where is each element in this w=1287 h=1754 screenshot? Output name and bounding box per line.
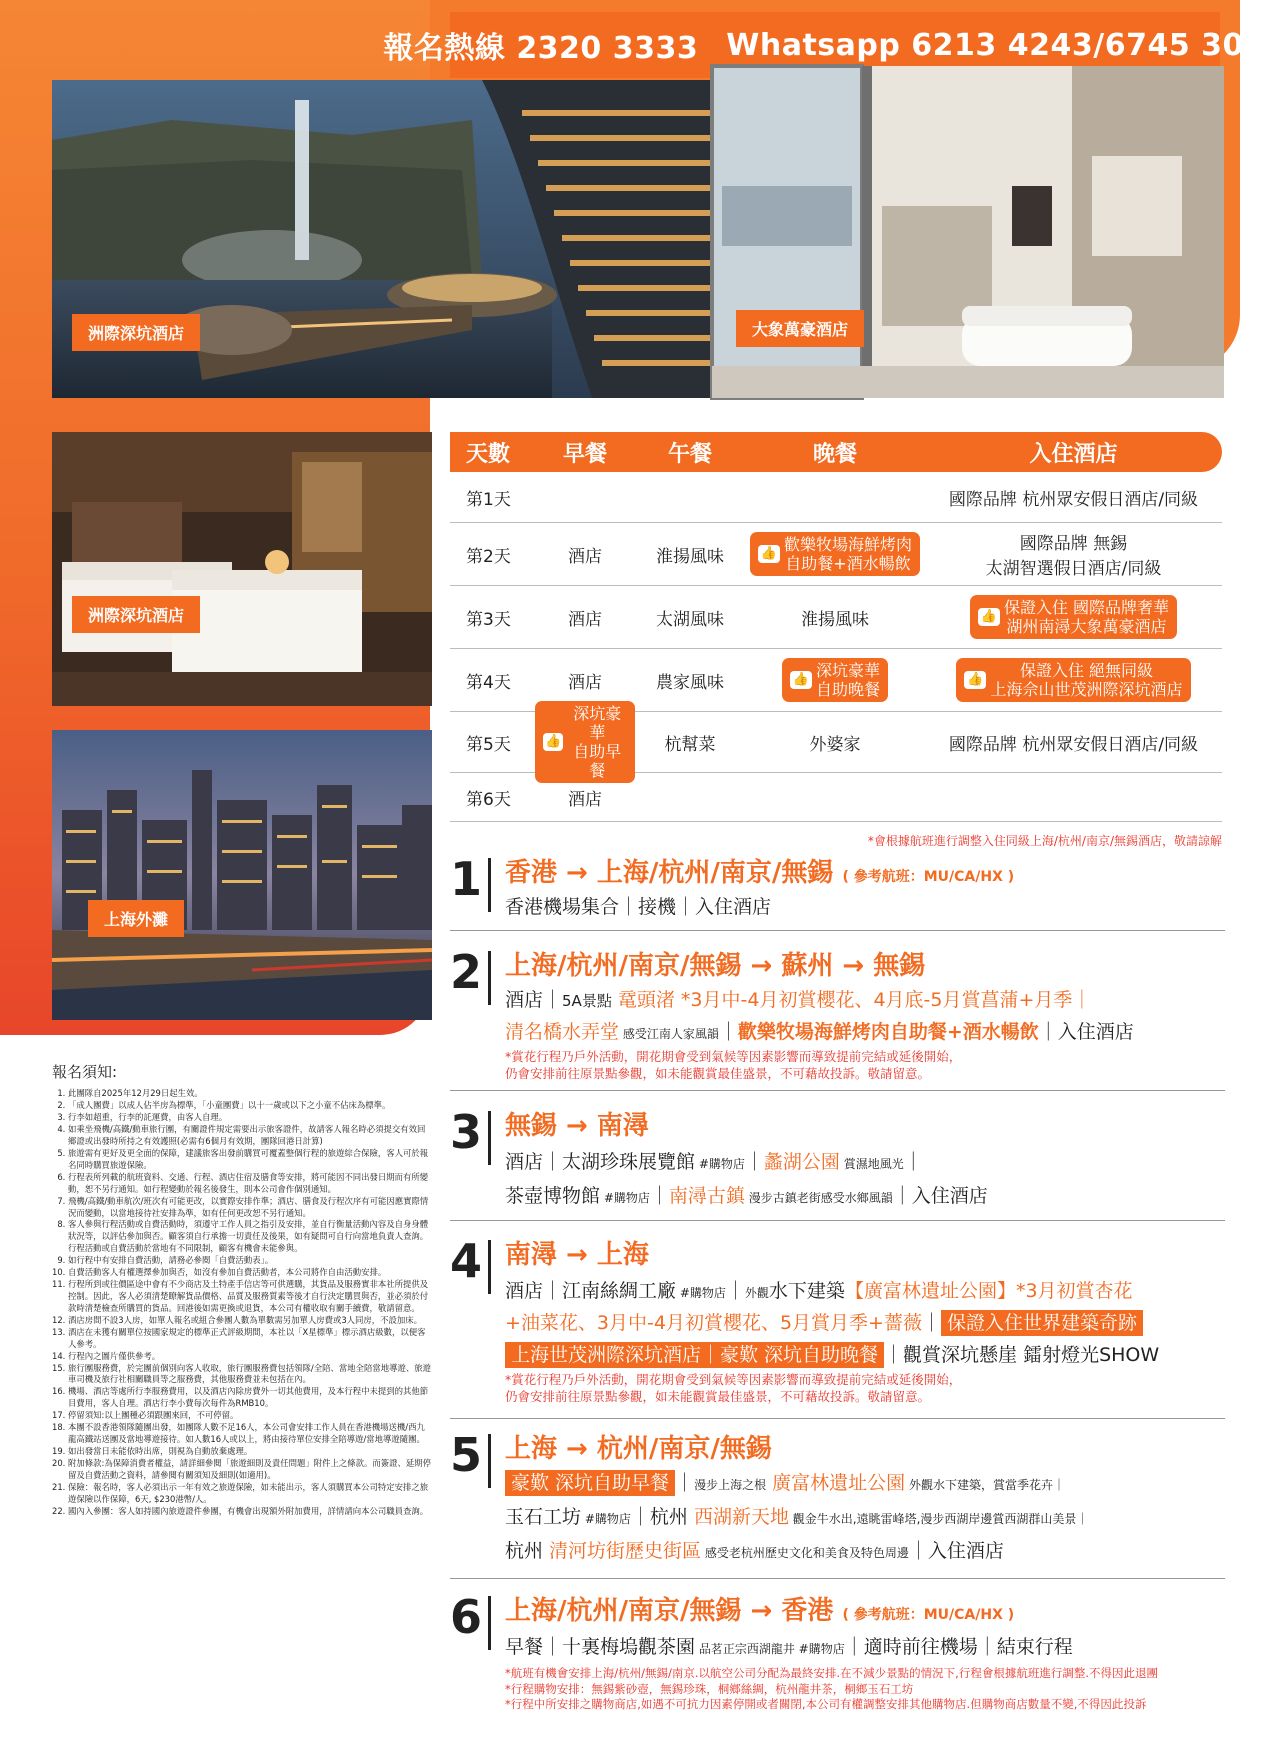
tag-line: 自助餐+酒水暢飲 — [785, 554, 911, 573]
day-divider — [488, 1434, 491, 1488]
cell-day: 第6天 — [466, 789, 511, 810]
text: ｜ — [903, 1151, 923, 1173]
list-item: 3. 行李如超重，行李的託運費，由客人自理。 — [68, 1112, 432, 1124]
note-line: *行程購物安排：無錫紫砂壺，無錫珍珠，桐鄉絲綢，杭州龍井茶，桐鄉玉石工坊 — [505, 1681, 914, 1696]
registration-notes — [52, 1062, 432, 1517]
list-item: 5. 旅遊需有更好及更全面的保障，建議旅客出發前購買可覆蓋整個行程的旅遊綜合保險，客人可於報名同時購買旅遊保險。 — [68, 1148, 432, 1172]
cell-hotel — [925, 595, 1222, 639]
list-item: 14. 行程內之圖片僅供參考。 — [68, 1351, 432, 1363]
thumbs-up-icon: 👍 — [790, 671, 812, 689]
day-note — [505, 1049, 961, 1083]
photo-label-quarry-2: 洲際深坑酒店 — [72, 596, 200, 633]
meal-highlight: 豪歎 深坑自助早餐 — [505, 1470, 675, 1496]
list-item: 18. 本團不設香港領隊隨團出發，如團隊人數不足16人，本公司會安排工作人員在香港機場送機/西九龍高鐵站送團及當地導遊接待。如人數16人或以上，將由接待單位安排全陪導遊/當地導遊隨團。 — [68, 1422, 432, 1446]
cell-dinner: 外婆家 — [809, 734, 861, 755]
thumbs-up-icon: 👍 — [758, 545, 780, 563]
attraction: 南潯古鎮 — [668, 1185, 745, 1207]
list-item: 10. 自費活動客人有權選擇參加與否，如沒有參加自費活動者，本公司將作自由活動安排。 — [68, 1267, 432, 1279]
day-line — [505, 1017, 1134, 1044]
cell-lunch: 杭幫菜 — [664, 734, 716, 755]
text: ｜入住酒店 — [1038, 1021, 1134, 1043]
highlight-tag — [750, 532, 920, 576]
day-number: 3 — [450, 1105, 483, 1159]
thumbs-up-icon: 👍 — [964, 671, 986, 689]
day-title — [505, 1590, 1014, 1627]
section-divider — [450, 1090, 1225, 1091]
day-3-section — [450, 1105, 1225, 1215]
shop-tag: #購物店 — [695, 1157, 745, 1171]
text: 酒店｜ — [505, 989, 563, 1011]
text: ｜入住酒店 — [892, 1185, 988, 1207]
tag-line: 深坑豪華 — [573, 703, 622, 742]
note-line: 仍會安排前往原景點參觀，如未能觀賞最佳盛景，不可藉故投訴。敬請留意。 — [505, 1388, 931, 1404]
day-route: 香港 → 上海/杭州/南京/無錫 — [505, 858, 834, 888]
photo-marriott-room — [712, 66, 1224, 398]
list-item: 20. 附加條款:為保障消費者權益，請詳細參閱「旅遊細則及責任問題」附件上之條款。而簽證、延期停留及自費活動之資料，請參閱有關須知及細則(如適用)。 — [68, 1458, 432, 1482]
photo-label-bund: 上海外灘 — [88, 900, 184, 937]
flight-reference: ( 參考航班：MU/CA/HX ) — [842, 1607, 1015, 1623]
day-title: 無錫 → 南潯 — [505, 1111, 649, 1141]
day-divider — [488, 1111, 491, 1165]
table-row — [450, 523, 1222, 586]
day-number: 5 — [450, 1428, 483, 1482]
day-6-section — [450, 1590, 1225, 1740]
cell-day: 第4天 — [466, 672, 511, 693]
attraction: 廣富林遺址公園 — [766, 1472, 906, 1494]
header-breakfast: 早餐 — [562, 441, 607, 467]
day-number: 6 — [450, 1590, 483, 1644]
text: 漫步上海之根 — [694, 1478, 767, 1492]
day-4-section — [450, 1234, 1225, 1414]
day-line — [505, 1502, 1088, 1529]
highlight-tag — [956, 658, 1190, 702]
text: 品茗正宗西湖龍井 #購物店 — [695, 1642, 845, 1656]
cell-breakfast — [535, 701, 635, 784]
day-line — [505, 1181, 988, 1208]
day-line: 香港機場集合｜接機｜入住酒店 — [505, 896, 772, 918]
cell-hotel: 國際品牌 杭州眾安假日酒店/同級 — [948, 734, 1199, 755]
day-number: 1 — [450, 852, 483, 906]
text: 觀金牛水出,遠眺雷峰塔,漫步西湖岸邊賞西湖群山美景｜ — [788, 1512, 1089, 1526]
text: ｜ — [725, 1280, 745, 1302]
day-line — [505, 1632, 1073, 1659]
day-5-section — [450, 1428, 1225, 1578]
day-note — [505, 1372, 961, 1406]
list-item: 6. 行程表所列載的航班資料、交通、行程、酒店住宿及膳食等安排，將可能因不同出發日期而有所變動，恕不另行通知。如行程變動於報名後發生，則本公司會作個別通知。 — [68, 1172, 432, 1196]
day-1-section — [450, 852, 1225, 922]
whatsapp-number[interactable]: 6213 4243/6745 3024 — [911, 27, 1287, 63]
cell-breakfast: 酒店 — [568, 672, 602, 693]
attraction: 清河坊街歷史街區 — [549, 1540, 702, 1562]
list-item: 1. 此團隊自2025年12月29日起生效。 — [68, 1088, 432, 1100]
table-row — [450, 586, 1222, 649]
cell-breakfast: 酒店 — [568, 609, 602, 630]
text: ｜ — [921, 1312, 941, 1334]
table-note: *會根據航班進行調整入住同級上海/杭州/南京/無錫酒店，敬請諒解 — [867, 834, 1222, 848]
hotline-label: 報名熱線 — [383, 31, 506, 66]
list-item: 13. 酒店在未獲有關單位按國家規定的標準正式評級期間，本社以「X星標準」標示酒店級數，以便客人參考。 — [68, 1327, 432, 1351]
cell-day: 第5天 — [466, 734, 511, 755]
section-divider — [450, 1418, 1225, 1419]
table-row — [450, 472, 1222, 523]
flight-reference: ( 參考航班：MU/CA/HX ) — [842, 869, 1015, 885]
list-item: 7. 飛機/高鐵/動車航次/班次有可能更改，以實際安排作準；酒店、膳食及行程次序有可能因應實際情況而變動，以當地接待社安排為準，如有任何更改恕不另行通知。 — [68, 1196, 432, 1220]
tag-line: 上海佘山世茂洲際深坑酒店 — [990, 680, 1183, 699]
section-divider — [450, 930, 1225, 931]
highlight-tag — [535, 701, 635, 784]
day-line — [505, 1276, 1133, 1303]
photo-label-marriott: 大象萬豪酒店 — [736, 310, 864, 347]
list-item: 11. 行程所到或往價區途中會有不少商店及土特產手信店等可供選購，其貨品及服務實非本社所提供及控制。因此，客人必須清楚瞭解貨品價格、品質及服務質素等後才自行決定購買與否，並必須於付款時清楚檢查所購買的貨品。回港後如需更換或退貨，本公司有權收取有關手續費，敬請留意。 — [68, 1279, 432, 1315]
day-title — [505, 852, 1014, 889]
note-line: *賞花行程乃戶外活動，開花期會受到氣候等因素影響而導致提前完結或延後開始， — [505, 1049, 962, 1064]
text: ｜ — [649, 1185, 669, 1207]
photo-the-bund — [52, 730, 432, 1020]
tag-line: 自助早餐 — [573, 742, 622, 781]
text: *3月中-4月初賞櫻花、4月底-5月賞菖蒲+月季｜ — [674, 989, 1092, 1011]
header-days: 天數 — [466, 441, 511, 467]
day-divider — [488, 1596, 491, 1650]
cell-lunch: 淮揚風味 — [656, 546, 724, 567]
text: 感受老杭州歷史文化和美食及特色周邊 — [701, 1546, 909, 1560]
list-item: 22. 國內入參團：客人如持國內旅遊證件參團，有機會出現額外附加費用，詳情請向本公司職員查詢。 — [68, 1506, 432, 1518]
list-item: 17. 停留須知:以上團種必須跟團來回，不可停留。 — [68, 1410, 432, 1422]
highlight-tag — [782, 658, 888, 702]
text: 漫步古鎮老街感受水鄉風韻 — [744, 1191, 893, 1205]
attraction: 清名橋水弄堂 — [505, 1021, 620, 1043]
text: 外觀 — [744, 1286, 769, 1300]
itinerary-table — [450, 432, 1222, 849]
text: ｜杭州 — [630, 1506, 694, 1528]
text: +油菜花、3月中-4月初賞櫻花、5月賞月季+薔薇 — [505, 1312, 922, 1334]
text: ｜入住酒店 — [908, 1540, 1004, 1562]
hotline-phone[interactable]: 2320 3333 — [516, 31, 699, 66]
cell-dinner: 淮揚風味 — [801, 609, 869, 630]
cell-lunch: 太湖風味 — [656, 609, 724, 630]
tag-line: 自助晚餐 — [815, 680, 880, 699]
notes-title: 報名須知: — [52, 1063, 118, 1081]
list-item: 2. 「成人團費」以成人佔半房為標準，「小童團費」以十一歲或以下之小童不佔床為標準。 — [68, 1100, 432, 1112]
section-divider — [450, 1578, 1225, 1579]
note-line: *航班有機會安排上海/杭州/無錫/南京.以航空公司分配為最終安排.在不減少景點的情況下,行程會根據航班進行調整.不得因此退團 — [505, 1666, 1158, 1680]
tag-line: 保證入住 絕無同級 — [1019, 660, 1154, 680]
day-number: 2 — [450, 945, 483, 999]
cell-day: 第2天 — [466, 546, 511, 567]
tag-line: 湖州南潯大象萬豪酒店 — [1006, 617, 1167, 636]
text: ｜觀賞深坑懸崖 鐳射燈光SHOW — [884, 1344, 1160, 1366]
cell-day: 第1天 — [466, 489, 511, 510]
list-item: 12. 酒店房間不設3人房，如單人報名或組合參團人數為單數需另加單人房費或3人同房，不設加床。 — [68, 1315, 432, 1327]
photo-label-quarry-1: 洲際深坑酒店 — [72, 314, 200, 351]
cell-breakfast: 酒店 — [568, 546, 602, 567]
tag-line: 保證入住 國際品牌奢華 — [1003, 597, 1170, 617]
list-item: 15. 旅行團服務費，於完團前個別向客人收取，旅行團服務費包括領隊/全陪、當地全陪當地導遊、旅遊車司機及旅行社相關職員等之服務費，其他服務費並未包括在內。 — [68, 1363, 432, 1387]
list-item: 4. 如乘坐飛機/高鐵/動車旅行團，有關證件規定需要出示旅客證件，故請客人報名時必須提交有效回鄉證或出發時所持之有效護照(必需有6個月有效期，團隊回港日計算) — [68, 1124, 432, 1148]
cell-hotel — [925, 529, 1222, 579]
whatsapp-label: Whatsapp — [726, 27, 901, 63]
header-lunch: 午餐 — [667, 441, 712, 467]
text: 玉石工坊 — [505, 1506, 582, 1528]
header-hotel: 入住酒店 — [1029, 441, 1118, 467]
day-line — [505, 1536, 1004, 1563]
hotel-highlight: 上海世茂洲際深坑酒店｜豪歎 深坑自助晚餐 — [505, 1342, 884, 1368]
text: 酒店｜太湖珍珠展覽館 — [505, 1151, 696, 1173]
day-line — [505, 1468, 1065, 1495]
meal-highlight: 歡樂牧場海鮮烤肉自助餐+酒水暢飲 — [737, 1021, 1039, 1043]
text: ｜適時前往機場｜結束行程 — [844, 1636, 1073, 1658]
shop-tag: #購物店 — [581, 1512, 631, 1526]
day-title: 上海/杭州/南京/無錫 → 蘇州 → 無錫 — [505, 951, 926, 981]
day-2-section — [450, 945, 1225, 1085]
text: 5A景點 — [562, 992, 612, 1010]
header-dinner: 晚餐 — [812, 441, 857, 467]
day-title: 南潯 → 上海 — [505, 1240, 649, 1270]
cell-dinner — [745, 658, 925, 702]
note-line: 仍會安排前往原景點參觀，如未能觀賞最佳盛景，不可藉故投訴。敬請留意。 — [505, 1065, 931, 1081]
text: ｜ — [675, 1472, 695, 1494]
day-divider — [488, 858, 491, 912]
cell-hotel: 國際品牌 杭州眾安假日酒店/同級 — [948, 489, 1199, 510]
text: 酒店｜江南絲綢工廠 — [505, 1280, 677, 1302]
day-divider — [488, 1240, 491, 1294]
cell-dinner — [745, 532, 925, 576]
list-item: 9. 如行程中有安排自費活動，請務必參閱「自費活動表」。 — [68, 1255, 432, 1267]
photo-quarry-bedroom — [52, 432, 432, 706]
hotel-line: 國際品牌 無錫 — [1019, 534, 1128, 554]
cell-day: 第3天 — [466, 609, 511, 630]
day-divider — [488, 951, 491, 1005]
day-note — [505, 1666, 1158, 1713]
text: 賞濕地風光 — [839, 1157, 904, 1171]
list-item: 16. 機場、酒店等處所行李服務費用，以及酒店內除房費外一切其他費用，及本行程中未提到的其他節目費用，客人自理。酒店行李小費每次每件為RMB10。 — [68, 1386, 432, 1410]
cell-hotel — [925, 658, 1222, 702]
note-line: *賞花行程乃戶外活動，開花期會受到氣候等因素影響而導致提前完結或延後開始， — [505, 1372, 962, 1387]
attraction: 【廣富林遺址公園】*3月初賞杏花 — [844, 1280, 1133, 1302]
day-line — [505, 1340, 1159, 1367]
attraction: 蠡湖公園 — [763, 1151, 840, 1173]
note-line: *行程中所安排之購物商店,如遇不可抗力因素停開或者關閉,本公司有權調整安排其他購物店.但購物商店數量不變,不得因此投訴 — [505, 1697, 1147, 1712]
attraction: 西湖新天地 — [693, 1506, 789, 1528]
text: 水下建築 — [768, 1280, 845, 1302]
list-item: 19. 如出發當日未能依時出席，則視為自動放棄處理。 — [68, 1446, 432, 1458]
text: ｜ — [718, 1021, 738, 1043]
cell-breakfast: 酒店 — [568, 789, 602, 810]
cell-lunch: 農家風味 — [656, 672, 724, 693]
attraction: 鼋頭渚 — [611, 989, 675, 1011]
shop-tag: #購物店 — [600, 1191, 650, 1205]
text: 茶壺博物館 — [505, 1185, 601, 1207]
day-line — [505, 1308, 1143, 1335]
day-line — [505, 1147, 923, 1174]
text: 早餐｜十裏梅塢觀茶園 — [505, 1636, 696, 1658]
table-row — [450, 703, 1222, 781]
day-title: 上海 → 杭州/南京/無錫 — [505, 1434, 772, 1464]
tag-line: 深坑豪華 — [815, 660, 880, 680]
tag-line: 歡樂牧場海鮮烤肉 — [783, 534, 912, 554]
day-route: 上海/杭州/南京/無錫 → 香港 — [505, 1596, 834, 1626]
text: 外觀水下建築，賞當季花卉｜ — [905, 1478, 1065, 1492]
hotel-highlight: 保證入住世界建築奇跡 — [941, 1310, 1143, 1336]
table-header — [450, 432, 1222, 472]
day-number: 4 — [450, 1234, 483, 1288]
text: ｜ — [744, 1151, 764, 1173]
shop-tag: #購物店 — [676, 1286, 726, 1300]
text: 感受江南人家風韻 — [619, 1027, 719, 1041]
thumbs-up-icon: 👍 — [978, 608, 1000, 626]
list-item: 8. 客人參與行程活動或自費活動時，須遵守工作人員之指引及安排，並自行衡量活動內容及自身身體狀況等，以評估參加與否。顧客須自行承擔一切責任及後果，如有疑問可自行向當地負責人查詢。行程活動或自費活動於當地有不同限制，顧客有機會未能參與。 — [68, 1219, 432, 1255]
section-divider — [450, 1220, 1225, 1221]
list-item: 21. 保險：報名時，客人必須出示一年有效之旅遊保險，如未能出示，客人須購買本公司特定安排之旅遊保險以作保障，6天, $230港幣/人。 — [68, 1482, 432, 1506]
text: 杭州 — [505, 1540, 550, 1562]
day-line — [505, 985, 1091, 1012]
thumbs-up-icon: 👍 — [543, 733, 563, 751]
notes-list — [52, 1088, 432, 1517]
highlight-tag — [970, 595, 1177, 639]
hotel-line: 太湖智選假日酒店/同級 — [985, 559, 1162, 579]
